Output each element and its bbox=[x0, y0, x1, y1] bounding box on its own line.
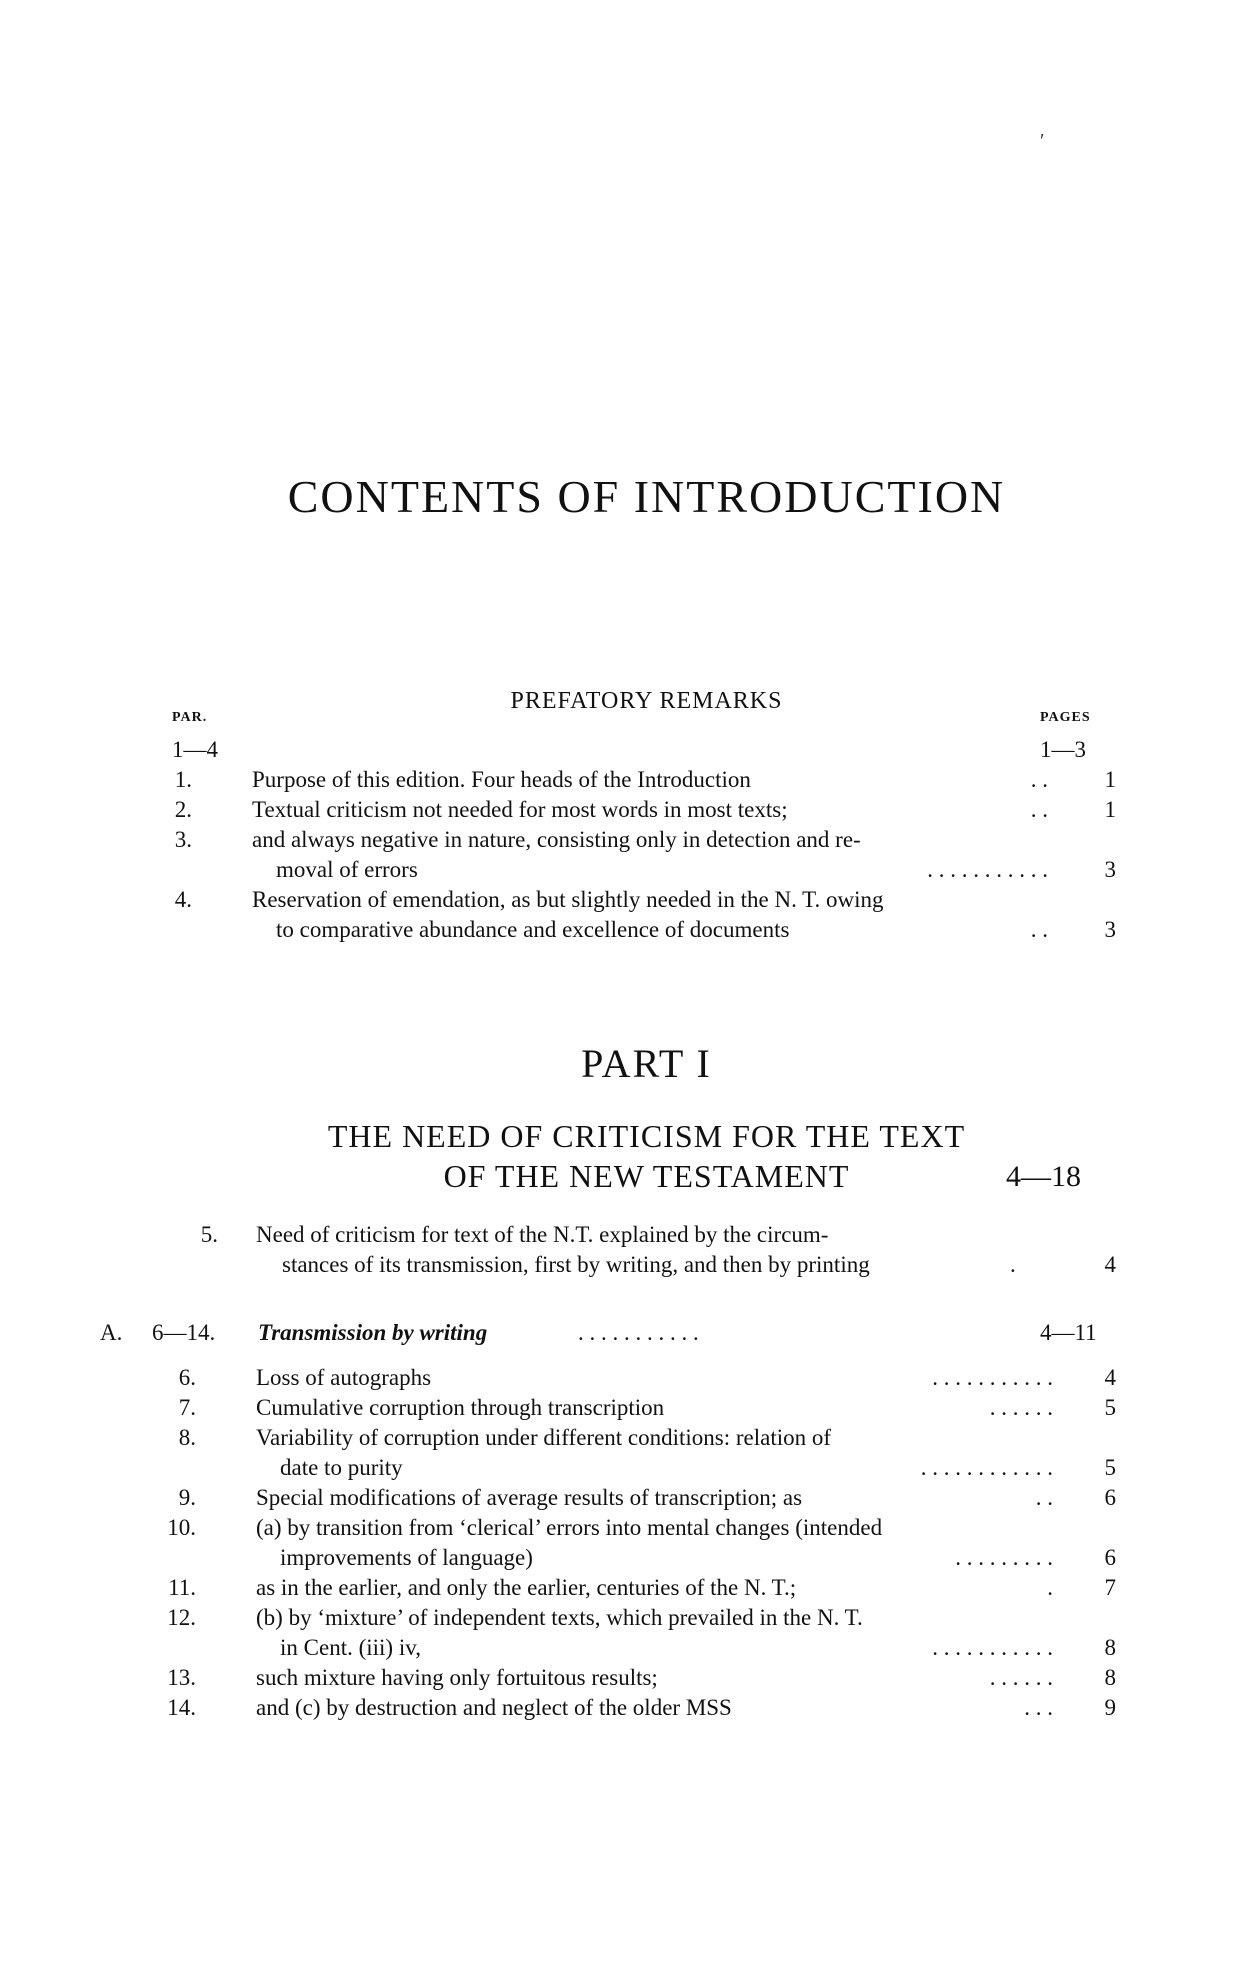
dot-leader: . bbox=[1047, 1575, 1053, 1600]
dot-leader: . . . . . . . . . . . . bbox=[920, 1455, 1053, 1480]
entry-number: 5. bbox=[200, 1222, 218, 1247]
entry-number: 4. bbox=[174, 887, 192, 912]
prefatory-page-range: 1—3 bbox=[1040, 737, 1086, 762]
part-subtitle-line-1: THE NEED OF CRITICISM FOR THE TEXT bbox=[327, 1118, 966, 1154]
entry-text: Variability of corruption under different conditions: relation of bbox=[256, 1425, 832, 1450]
page-number: 6 bbox=[1104, 1545, 1116, 1570]
entry-number: 10. bbox=[167, 1515, 196, 1540]
dot-leader: . . bbox=[1030, 917, 1048, 942]
page-number: 9 bbox=[1104, 1695, 1116, 1720]
entry-text: and always negative in nature, consisting only in detection and re- bbox=[252, 827, 861, 852]
entry-text: as in the earlier, and only the earlier, centuries of the N. T.; bbox=[256, 1575, 797, 1600]
entry-text: Loss of autographs bbox=[256, 1365, 432, 1390]
entry-text: Textual criticism not needed for most words in most texts; bbox=[252, 797, 788, 822]
entry-text: (a) by transition from ‘clerical’ errors into mental changes (intended bbox=[256, 1515, 883, 1540]
dot-leader: . . . bbox=[1024, 1695, 1053, 1720]
section-title: Transmission by writing bbox=[258, 1320, 488, 1345]
page-number: 3 bbox=[1104, 857, 1116, 882]
page-title: CONTENTS OF INTRODUCTION bbox=[287, 471, 1006, 522]
entry-number: 13. bbox=[167, 1665, 196, 1690]
page-number: 1 bbox=[1104, 797, 1116, 822]
dot-leader: . . . . . . . . . . . bbox=[927, 857, 1048, 882]
entry-text: Reservation of emendation, as but slightly needed in the N. T. owing bbox=[252, 887, 884, 912]
dot-leader: . . bbox=[1030, 767, 1048, 792]
entry-text-continuation: date to purity bbox=[280, 1455, 403, 1480]
entry-text: (b) by ‘mixture’ of independent texts, which prevailed in the N. T. bbox=[256, 1605, 863, 1630]
part-page-range: 4—18 bbox=[1006, 1160, 1081, 1193]
dot-leader: . . bbox=[1030, 797, 1048, 822]
par-column-header: PAR. bbox=[172, 710, 208, 725]
dot-leader: . . . . . . . . . . . bbox=[932, 1635, 1053, 1660]
entry-number: 12. bbox=[167, 1605, 196, 1630]
part-subtitle-line-2: OF THE NEW TESTAMENT bbox=[443, 1158, 850, 1194]
section-par-range: 6—14. bbox=[152, 1320, 216, 1345]
entry-number: 9. bbox=[178, 1485, 196, 1510]
page-number: 8 bbox=[1104, 1665, 1116, 1690]
prefatory-par-range: 1—4 bbox=[172, 737, 218, 762]
entry-text-continuation: in Cent. (iii) iv, bbox=[280, 1635, 421, 1660]
entry-number: 11. bbox=[168, 1575, 196, 1600]
entry-text: Need of criticism for text of the N.T. explained by the circum- bbox=[256, 1222, 829, 1247]
section-dot-leader: . . . . . . . . . . . bbox=[578, 1320, 699, 1345]
page-number: 5 bbox=[1104, 1455, 1116, 1480]
page-number: 4 bbox=[1104, 1252, 1116, 1277]
entry-text-continuation: moval of errors bbox=[276, 857, 418, 882]
entry-text-continuation: improvements of language) bbox=[280, 1545, 533, 1570]
dot-leader: . . . . . . bbox=[989, 1395, 1053, 1420]
dot-leader: . . . . . . . . . . . bbox=[932, 1365, 1053, 1390]
stray-mark: ′ bbox=[1040, 130, 1045, 152]
dot-leader: . . bbox=[1035, 1485, 1053, 1510]
section-letter: A. bbox=[100, 1320, 123, 1345]
prefatory-heading: PREFATORY REMARKS bbox=[510, 688, 783, 714]
section-page-range: 4—11 bbox=[1040, 1320, 1097, 1345]
dot-leader: . . . . . . bbox=[989, 1665, 1053, 1690]
page-number: 3 bbox=[1104, 917, 1116, 942]
page-number: 8 bbox=[1104, 1635, 1116, 1660]
entry-number: 1. bbox=[174, 767, 192, 792]
page-number: 5 bbox=[1104, 1395, 1116, 1420]
entry-number: 6. bbox=[178, 1365, 196, 1390]
entry-text: Purpose of this edition. Four heads of the Introduction bbox=[252, 767, 751, 792]
part-title: PART I bbox=[581, 1041, 712, 1086]
dot-leader: . bbox=[1010, 1252, 1016, 1277]
entry-text-continuation: stances of its transmission, first by writing, and then by printing bbox=[282, 1252, 870, 1277]
entry-number: 7. bbox=[178, 1395, 196, 1420]
page-number: 7 bbox=[1104, 1575, 1116, 1600]
entry-text: Cumulative corruption through transcription bbox=[256, 1395, 665, 1420]
entry-number: 2. bbox=[174, 797, 192, 822]
entry-text: and (c) by destruction and neglect of the older MSS bbox=[256, 1695, 732, 1720]
entry-number: 8. bbox=[178, 1425, 196, 1450]
page-number: 1 bbox=[1104, 767, 1116, 792]
pages-column-header: PAGES bbox=[1040, 710, 1091, 725]
page-number: 4 bbox=[1104, 1365, 1116, 1390]
entry-text: Special modifications of average results of transcription; as bbox=[256, 1485, 803, 1510]
entry-number: 14. bbox=[167, 1695, 196, 1720]
entry-text: such mixture having only fortuitous results; bbox=[256, 1665, 658, 1690]
entry-text-continuation: to comparative abundance and excellence of documents bbox=[276, 917, 790, 942]
page-number: 6 bbox=[1104, 1485, 1116, 1510]
entry-number: 3. bbox=[174, 827, 192, 852]
dot-leader: . . . . . . . . . bbox=[955, 1545, 1053, 1570]
